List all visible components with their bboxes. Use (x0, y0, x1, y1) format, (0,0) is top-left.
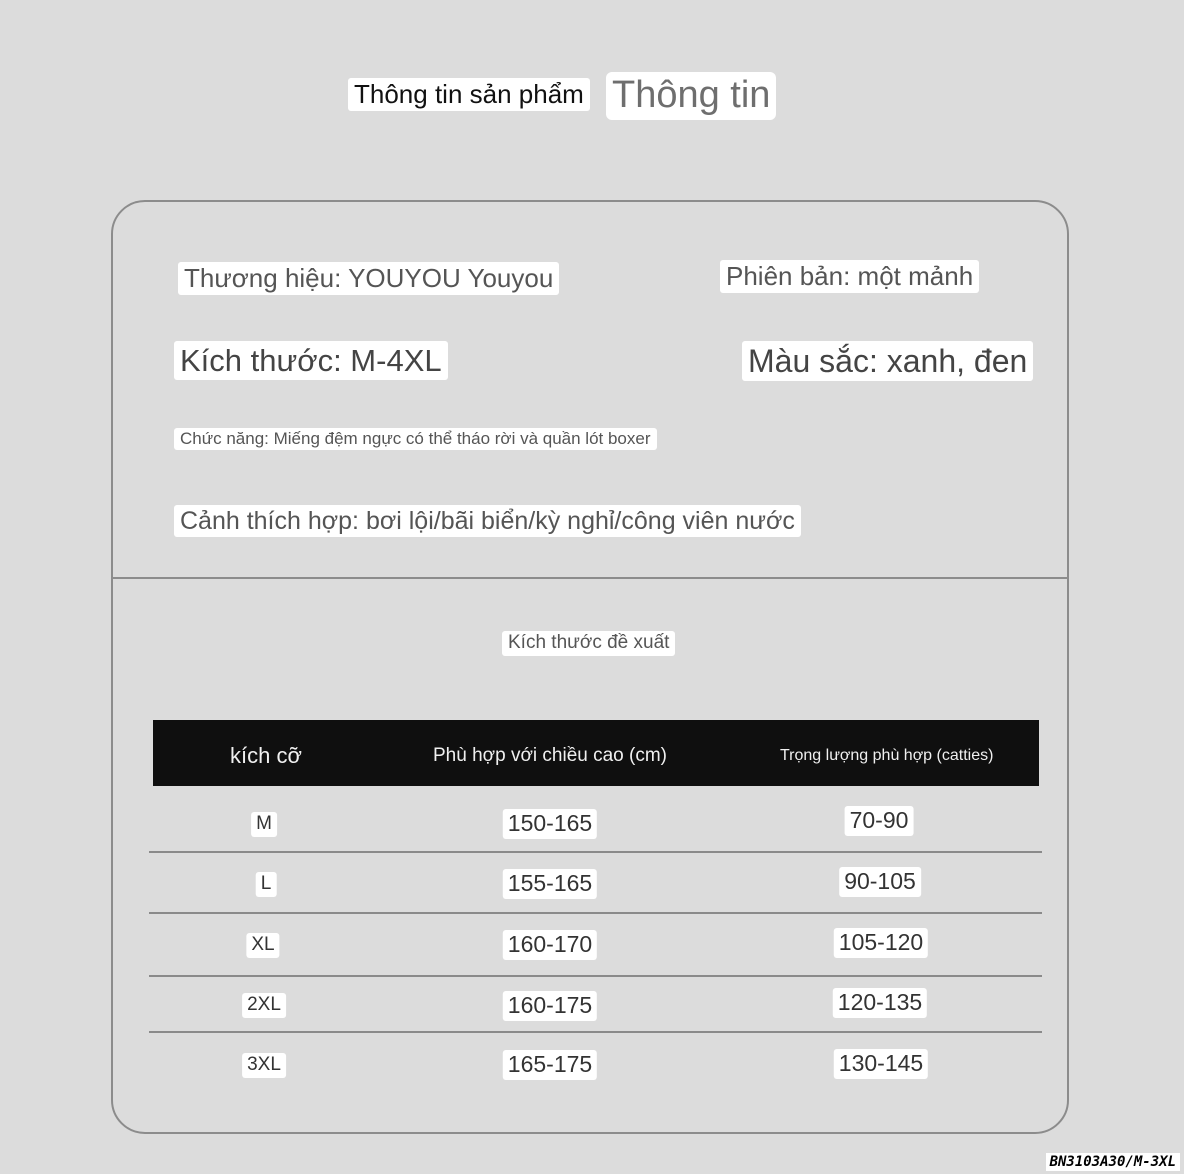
size-range-label: Kích thước: M-4XL (174, 341, 448, 380)
size-table-header (153, 720, 1039, 786)
header-size: kích cỡ (230, 743, 302, 768)
row-size-cell: XL (246, 933, 279, 958)
row-weight-cell: 130-145 (834, 1049, 928, 1079)
row-weight-cell: 90-105 (839, 867, 921, 897)
size-chart-title: Kích thước đề xuất (502, 631, 675, 656)
scene-label: Cảnh thích hợp: bơi lội/bãi biển/kỳ nghỉ/công viên nước (174, 505, 801, 537)
row-divider (149, 975, 1042, 977)
row-height-cell: 150-165 (503, 809, 597, 839)
row-weight-cell: 105-120 (834, 928, 928, 958)
row-size-cell: L (256, 872, 277, 897)
header-weight: Trọng lượng phù hợp (catties) (780, 747, 994, 764)
header-height: Phù hợp với chiều cao (cm) (433, 745, 668, 766)
page-subtitle: Thông tin (606, 72, 776, 120)
sku-label: BN3103A30/M-3XL (1046, 1153, 1180, 1171)
row-height-cell: 160-175 (503, 991, 597, 1021)
row-size-cell: 3XL (242, 1053, 286, 1078)
brand-label: Thương hiệu: YOUYOU Youyou (178, 262, 559, 295)
row-height-cell: 165-175 (503, 1050, 597, 1080)
row-height-cell: 160-170 (503, 930, 597, 960)
row-divider (149, 851, 1042, 853)
row-divider (149, 1031, 1042, 1033)
row-weight-cell: 70-90 (845, 806, 914, 836)
row-size-cell: M (251, 812, 277, 837)
row-divider (149, 912, 1042, 914)
row-weight-cell: 120-135 (833, 988, 927, 1018)
color-label: Màu sắc: xanh, đen (742, 341, 1033, 381)
page-title: Thông tin sản phẩm (348, 78, 590, 111)
function-label: Chức năng: Miếng đệm ngực có thể tháo rời và quần lót boxer (174, 428, 657, 450)
row-height-cell: 155-165 (503, 869, 597, 899)
version-label: Phiên bản: một mảnh (720, 260, 979, 293)
section-divider (111, 577, 1069, 579)
row-size-cell: 2XL (242, 993, 286, 1018)
